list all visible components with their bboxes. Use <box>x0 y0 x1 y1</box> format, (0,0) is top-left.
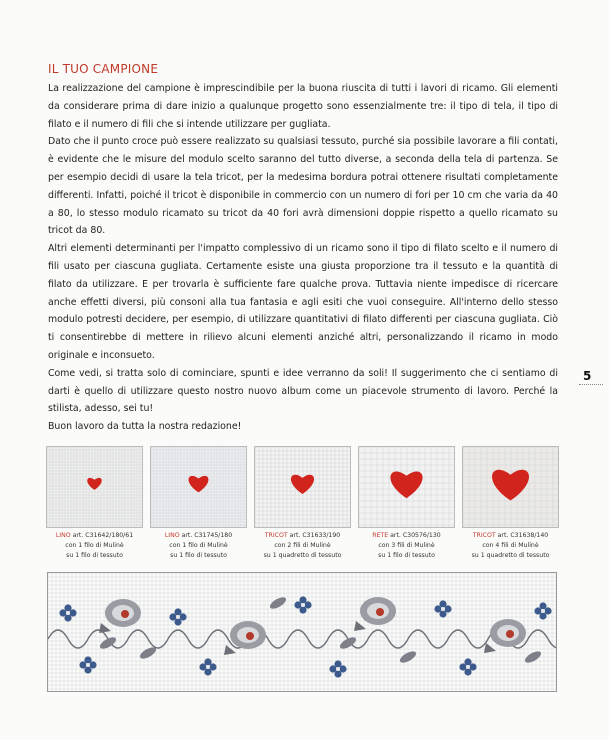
sample-article: art. C31633/190 <box>289 532 341 539</box>
paragraph: La realizzazione del campione è imprescindibile per la buona riuscita di tutti i lavori di ricamo. Gli elementi da considerare prima di dare inizio a qualunque progetto sono essenzialmente tre: il tipo di tela, il tipo di filato e il numero di fili che si intende utilizzare per gugliata. <box>48 83 558 130</box>
heart-icon <box>359 447 454 527</box>
sample-fabric: su 1 quadretto di tessuto <box>263 552 342 559</box>
paragraph-sign-off: Buon lavoro da tutta la nostra redazione! <box>48 421 242 433</box>
sample-caption <box>150 531 247 561</box>
paragraph: Altri elementi determinanti per l'impatto complessivo di un ricamo sono il tipo di filato scelto e il numero di fili usato per ciascuna gugliata. Certamente esiste una giusta proporzione tra il tessuto e la quantità di filato da utilizzare. E per trovarla è sufficiente fare qualche prova. Tuttavia niente impedisce di ricercare anche effetti diversi, più consoni alla tua fantasia e agli esiti che vuoi conseguire. All'interno dello stesso modulo potresti decidere, per esempio, di utilizzare quantitativi di filato differenti per ciascuna gugliata. Ciò ti consentirebbe di mettere in rilievo alcuni elementi anziché altri, personalizzando il ricamo in modo originale e inconsueto. <box>48 243 558 361</box>
sample-brand: TRICOT <box>264 532 288 539</box>
heart-icon <box>47 447 142 527</box>
sample-fabric: su 1 filo di tessuto <box>378 552 435 559</box>
sample-article: art. C31642/180/61 <box>72 532 134 539</box>
sample-thread: con 2 fili di Mulinè <box>274 542 331 549</box>
sample-brand: RETE <box>372 532 389 539</box>
sample-caption <box>46 531 143 561</box>
sample-swatch <box>254 446 351 528</box>
sample-fabric: su 1 quadretto di tessuto <box>471 552 550 559</box>
sample-thread: con 3 fili di Mulinè <box>378 542 435 549</box>
sample-caption <box>358 531 455 561</box>
sample-article: art. C31638/140 <box>497 532 549 539</box>
sample-article: art. C31745/180 <box>181 532 233 539</box>
sample-thread: con 1 filo di Mulinè <box>65 542 124 549</box>
cross-stitch-border <box>47 572 557 692</box>
sample-article: art. C30576/130 <box>390 532 441 539</box>
sample-caption <box>462 531 559 561</box>
page-number: 5 <box>583 369 592 383</box>
sample-card <box>254 446 351 561</box>
sample-swatch <box>46 446 143 528</box>
sample-brand: LINO <box>164 532 180 539</box>
page-number-rule <box>579 384 603 385</box>
sample-swatch <box>462 446 559 528</box>
paragraph: Dato che il punto croce può essere realizzato su qualsiasi tessuto, purché sia possibile lavorare a fili contati, è evidente che le misure del modulo scelto saranno del tutto diverse, a seconda della tela di partenza. Se per esempio decidi di usare la tela tricot, per la medesima bordura potrai ottenere risultati completamente differenti. Infatti, poiché il tricot è disponibile in commercio con un numero di fori per 10 cm che varia da 40 a 80, lo stesso modulo ricamato su tricot da 40 fori avrà dimensioni doppie rispetto a quello ricamato su tricot da 80. <box>48 136 558 237</box>
sample-card <box>358 446 455 561</box>
paragraph: Come vedi, si tratta solo di cominciare, spunti e idee verranno da soli! Il suggerimento che ci sentiamo di darti è quello di utilizzare questo nostro nuovo album come un piacevole strumento di lavoro. Perché la stilista, adesso, sei tu! <box>48 367 558 415</box>
sample-swatch <box>358 446 455 528</box>
sample-swatch <box>150 446 247 528</box>
section-title: IL TUO CAMPIONE <box>48 62 159 76</box>
floral-border-icon <box>48 573 556 691</box>
sample-card <box>462 446 559 561</box>
sample-fabric: su 1 filo di tessuto <box>66 552 123 559</box>
sample-caption <box>254 531 351 561</box>
sample-thread: con 1 filo di Mulinè <box>169 542 228 549</box>
body-text <box>48 80 558 436</box>
fabric-samples <box>46 446 559 576</box>
heart-icon <box>151 447 246 527</box>
sample-fabric: su 1 filo di tessuto <box>170 552 227 559</box>
sample-brand: TRICOT <box>472 532 496 539</box>
heart-icon <box>463 447 558 527</box>
heart-icon <box>255 447 350 527</box>
sample-thread: con 4 fili di Mulinè <box>482 542 539 549</box>
sample-card <box>46 446 143 561</box>
sample-brand: LINO <box>55 532 71 539</box>
sample-card <box>150 446 247 561</box>
